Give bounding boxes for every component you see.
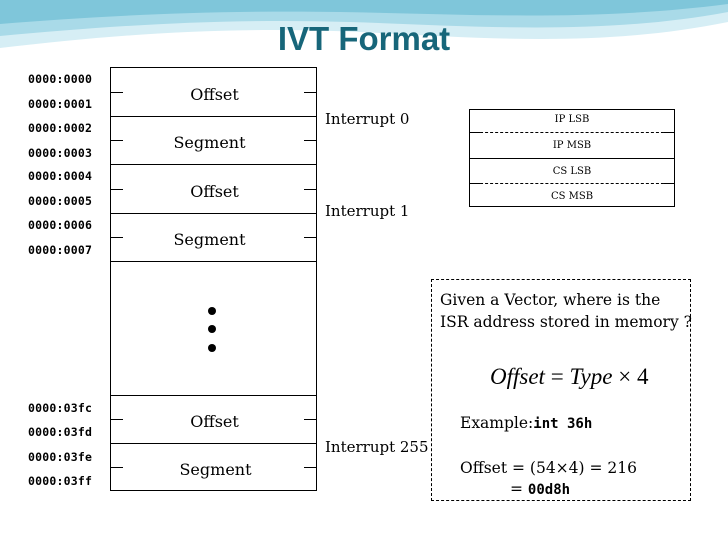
vector-byte-ip-msb: IP MSB bbox=[552, 140, 592, 151]
question-line: Given a Vector, where is the bbox=[440, 291, 661, 309]
example-line bbox=[460, 414, 592, 432]
ellipsis-dot bbox=[208, 344, 216, 352]
page-title: IVT Format bbox=[277, 20, 451, 57]
address-label: 0000:0006 bbox=[28, 218, 93, 232]
formula-four: 4 bbox=[636, 364, 649, 389]
interrupt-label: Interrupt 1 bbox=[325, 202, 410, 220]
vector-byte-cs-msb: CS MSB bbox=[550, 191, 594, 202]
address-label: 0000:03fc bbox=[28, 401, 93, 415]
address-label: 0000:03fe bbox=[28, 450, 93, 464]
byte-tick bbox=[470, 183, 480, 184]
address-label: 0000:0003 bbox=[28, 146, 93, 160]
formula-type: Type bbox=[569, 364, 613, 389]
address-label: 0000:03ff bbox=[28, 474, 93, 488]
offset-formula bbox=[490, 364, 648, 390]
example-code: int 36h bbox=[533, 416, 593, 432]
ellipsis-dot bbox=[208, 325, 216, 333]
address-label: 0000:03fd bbox=[28, 425, 93, 439]
table-divider bbox=[111, 395, 316, 396]
byte-separator bbox=[470, 183, 674, 184]
address-label: 0000:0007 bbox=[28, 243, 93, 257]
table-cell-offset: Offset bbox=[190, 412, 239, 431]
interrupt-label: Interrupt 255 bbox=[325, 438, 429, 456]
table-cell-segment: Segment bbox=[173, 133, 246, 152]
ivt-table bbox=[110, 67, 317, 491]
table-divider bbox=[111, 116, 316, 117]
byte-separator bbox=[470, 132, 674, 133]
result-value: 00d8h bbox=[527, 482, 571, 498]
table-divider bbox=[111, 261, 316, 262]
byte-tick bbox=[664, 132, 674, 133]
formula-equals: = bbox=[550, 364, 564, 389]
table-cell-offset: Offset bbox=[190, 182, 239, 201]
ellipsis-dot bbox=[208, 307, 216, 315]
result-line bbox=[510, 480, 570, 498]
vector-byte-ip-lsb: IP LSB bbox=[554, 114, 590, 125]
address-label: 0000:0000 bbox=[28, 72, 93, 86]
address-label: 0000:0001 bbox=[28, 97, 93, 111]
address-label: 0000:0004 bbox=[28, 169, 93, 183]
address-label: 0000:0005 bbox=[28, 194, 93, 208]
formula-lhs: Offset bbox=[490, 364, 545, 389]
table-divider bbox=[111, 443, 316, 444]
byte-tick bbox=[664, 183, 674, 184]
vector-byte-cs-lsb: CS LSB bbox=[552, 166, 592, 177]
question-line: ISR address stored in memory ? bbox=[440, 313, 692, 331]
table-divider bbox=[111, 213, 316, 214]
calc-line: Offset = (54×4) = 216 bbox=[460, 459, 638, 477]
table-cell-offset: Offset bbox=[190, 85, 239, 104]
result-equals: = bbox=[510, 480, 528, 498]
interrupt-label: Interrupt 0 bbox=[325, 110, 410, 128]
formula-times: × bbox=[618, 364, 632, 389]
example-label: Example: bbox=[460, 414, 534, 432]
word-separator bbox=[470, 158, 674, 159]
table-cell-segment: Segment bbox=[179, 460, 252, 479]
vector-layout-table bbox=[469, 109, 675, 207]
byte-tick bbox=[470, 132, 480, 133]
table-divider bbox=[111, 164, 316, 165]
address-label: 0000:0002 bbox=[28, 121, 93, 135]
table-cell-segment: Segment bbox=[173, 230, 246, 249]
